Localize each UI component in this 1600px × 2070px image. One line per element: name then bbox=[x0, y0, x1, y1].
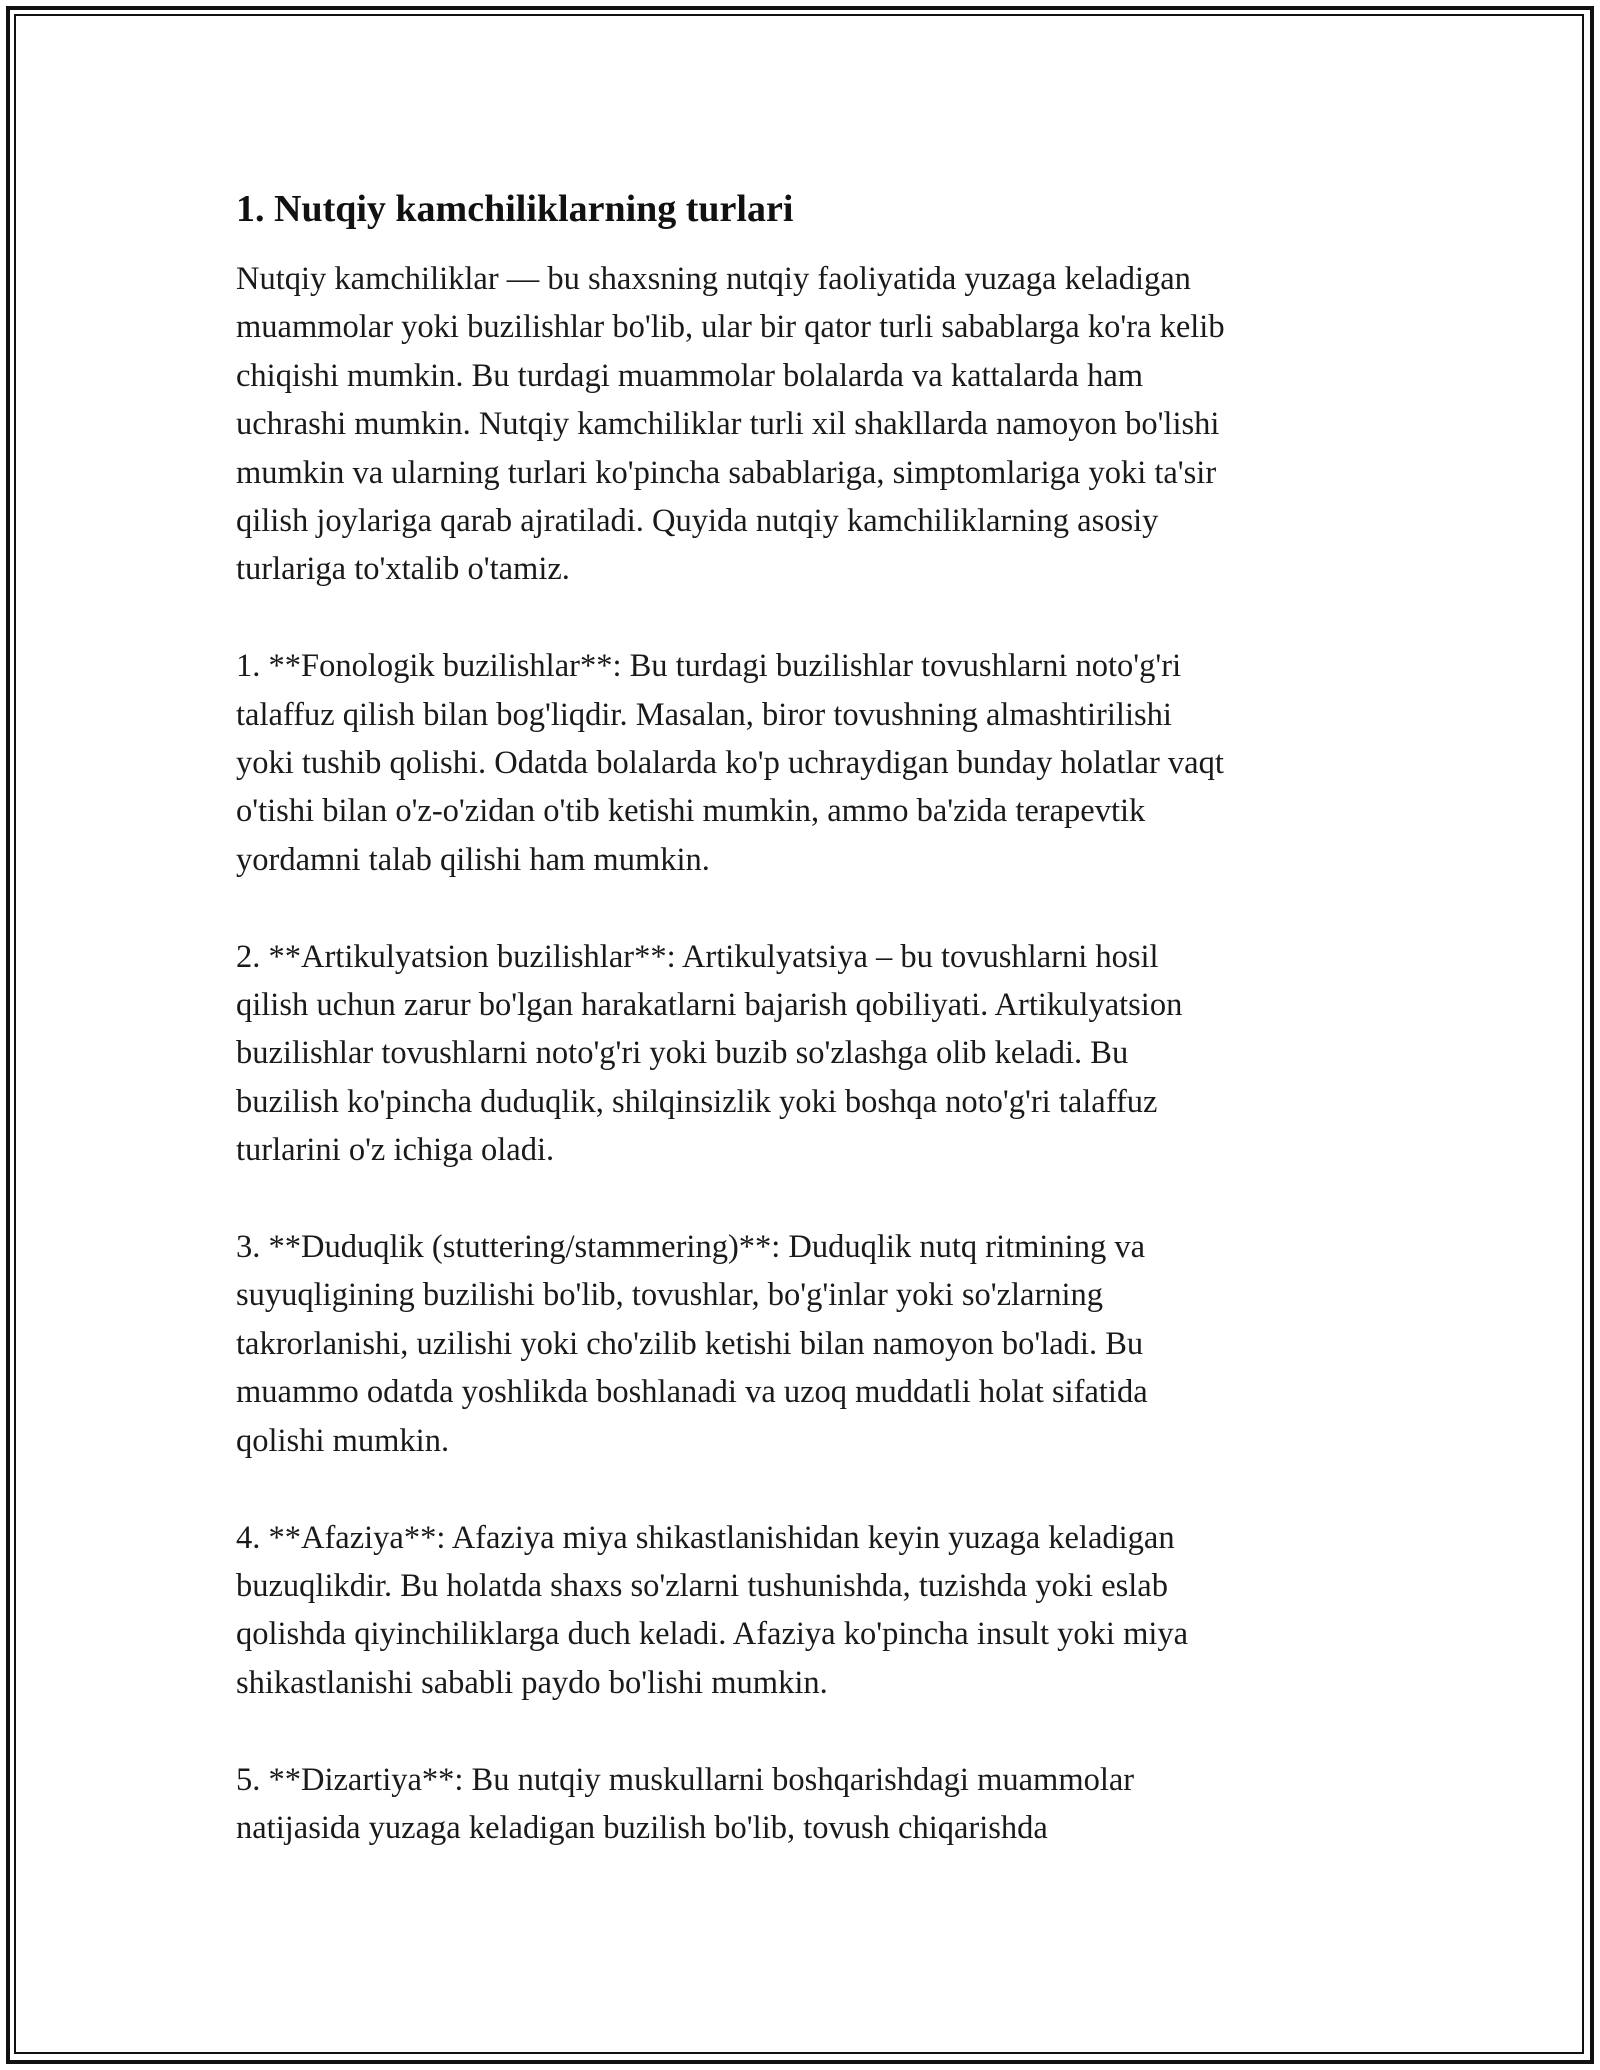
text-line: 1. **Fonologik buzilishlar**: Bu turdagi buzilishlar tovushlarni noto'g'ri bbox=[236, 648, 1182, 685]
text-line: o'tishi bilan o'z-o'zidan o'tib ketishi mumkin, ammo ba'zida terapevtik bbox=[236, 793, 1146, 830]
text-line: buzilish ko'pincha duduqlik, shilqinsizlik yoki boshqa noto'g'ri talaffuz bbox=[236, 1083, 1158, 1120]
text-line: qolishda qiyinchiliklarga duch keladi. Afaziya ko'pincha insult yoki miya bbox=[236, 1616, 1189, 1653]
paragraph-list bbox=[236, 255, 1376, 1852]
text-line: takrorlanishi, uzilishi yoki cho'zilib ketishi bilan namoyon bo'ladi. Bu bbox=[236, 1325, 1144, 1362]
text-line: Nutqiy kamchiliklar — bu shaxsning nutqiy faoliyatida yuzaga keladigan bbox=[236, 261, 1191, 297]
text-line: uchrashi mumkin. Nutqiy kamchiliklar turli xil shakllarda namoyon bo'lishi bbox=[236, 406, 1220, 443]
text-line: qolishi mumkin. bbox=[236, 1422, 450, 1459]
text-line: 4. **Afaziya**: Afaziya miya shikastlanishidan keyin yuzaga keladigan bbox=[236, 1519, 1175, 1556]
text-line: turlarini o'z ichiga oladi. bbox=[236, 1132, 555, 1169]
paragraph bbox=[236, 1756, 1376, 1853]
text-line: natijasida yuzaga keladigan buzilish bo'lib, tovush chiqarishda bbox=[236, 1809, 1048, 1846]
paragraph bbox=[236, 933, 1376, 1175]
text-line: turlariga to'xtalib o'tamiz. bbox=[236, 551, 570, 588]
text-line: talaffuz qilish bilan bog'liqdir. Masalan, biror tovushning almashtirilishi bbox=[236, 696, 1172, 733]
paragraph bbox=[236, 1223, 1376, 1465]
paragraph bbox=[236, 642, 1376, 884]
text-line: yoki tushib qolishi. Odatda bolalarda ko'p uchraydigan bunday holatlar vaqt bbox=[236, 745, 1224, 782]
text-line: buzuqlikdir. Bu holatda shaxs so'zlarni tushunishda, tuzishda yoki eslab bbox=[236, 1567, 1168, 1604]
text-line: shikastlanishi sababli paydo bo'lishi mumkin. bbox=[236, 1664, 828, 1701]
text-line: qilish uchun zarur bo'lgan harakatlarni bajarish qobiliyati. Artikulyatsion bbox=[236, 987, 1183, 1024]
document-body bbox=[236, 185, 1376, 1901]
text-line: suyuqligining buzilishi bo'lib, tovushlar, bo'g'inlar yoki so'zlarning bbox=[236, 1277, 1104, 1314]
paragraph bbox=[236, 255, 1376, 594]
text-line: qilish joylariga qarab ajratiladi. Quyida nutqiy kamchiliklarning asosiy bbox=[236, 503, 1159, 540]
text-line: muammolar yoki buzilishlar bo'lib, ular bir qator turli sabablarga ko'ra kelib bbox=[236, 309, 1225, 346]
text-line: 5. **Dizartiya**: Bu nutqiy muskullarni boshqarishdagi muammolar bbox=[236, 1761, 1135, 1798]
text-line: muammo odatda yoshlikda boshlanadi va uzoq muddatli holat sifatida bbox=[236, 1374, 1148, 1411]
text-line: yordamni talab qilishi ham mumkin. bbox=[236, 841, 710, 878]
text-line: 3. **Duduqlik (stuttering/stammering)**: Duduqlik nutq ritmining va bbox=[236, 1229, 1146, 1266]
page-title: 1. Nutqiy kamchiliklarning turlari bbox=[236, 188, 794, 230]
text-line: chiqishi mumkin. Bu turdagi muammolar bolalarda va kattalarda ham bbox=[236, 357, 1144, 394]
text-line: 2. **Artikulyatsion buzilishlar**: Artikulyatsiya – bu tovushlarni hosil bbox=[236, 938, 1159, 975]
paragraph bbox=[236, 1514, 1376, 1708]
text-line: buzilishlar tovushlarni noto'g'ri yoki buzib so'zlashga olib keladi. Bu bbox=[236, 1035, 1129, 1072]
text-line: mumkin va ularning turlari ko'pincha sabablariga, simptomlariga yoki ta'sir bbox=[236, 454, 1217, 491]
